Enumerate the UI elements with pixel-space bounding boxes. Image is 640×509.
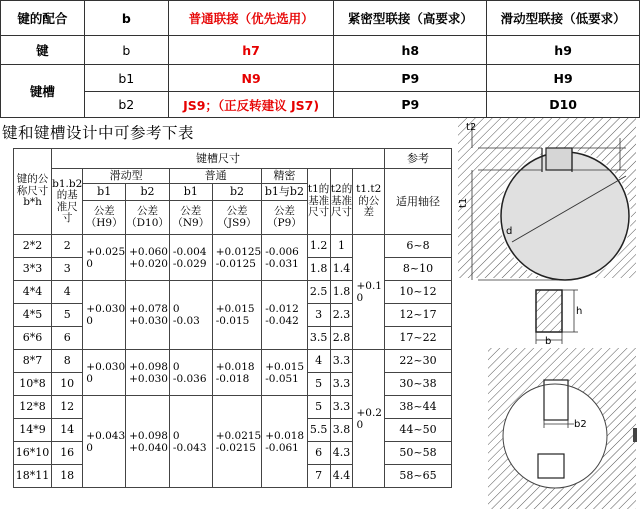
key-size-cell: 18*11: [14, 465, 52, 488]
t2-cell: 3.3: [330, 373, 353, 396]
key-normal: h7: [168, 36, 334, 65]
hdr-normal-type: 普通: [169, 169, 261, 184]
main-header-row-2: [14, 169, 452, 184]
t1-cell: 3: [307, 304, 330, 327]
b-base-cell: 5: [52, 304, 83, 327]
tol-n9-cell: 0 -0.036: [169, 350, 212, 396]
b2-tight: P9: [334, 92, 487, 118]
key-b: b: [84, 36, 168, 65]
tol-h9-cell: +0.043 0: [83, 396, 126, 488]
hdr-tol-p9: 公差（P9）: [262, 201, 307, 235]
b-base-cell: 16: [52, 442, 83, 465]
tol-h9-cell: +0.030 0: [83, 281, 126, 350]
shaft-hub-section-drawing: [458, 118, 636, 282]
shaft-cell: 58~65: [384, 465, 451, 488]
b-base-cell: 3: [52, 258, 83, 281]
fit-table: [0, 0, 640, 118]
tol-js9-cell: +0.018 -0.018: [212, 350, 262, 396]
key-size-cell: 4*4: [14, 281, 52, 304]
keyway-dimension-table: [13, 148, 452, 488]
b-base-cell: 2: [52, 235, 83, 258]
main-header-row-1: [14, 149, 452, 169]
shaft-cell: 17~22: [384, 327, 451, 350]
key-size-cell: 16*10: [14, 442, 52, 465]
tol-js9-cell: +0.015 -0.015: [212, 281, 262, 350]
hdr-sliding-type: 滑动型: [83, 169, 170, 184]
b1-label: b1: [84, 65, 168, 92]
t2-cell: 3.3: [330, 396, 353, 419]
key-in-hub: [546, 148, 572, 170]
t2-cell: 4.4: [330, 465, 353, 488]
key-size-cell: 6*6: [14, 327, 52, 350]
b2-normal: JS9；（正反转建议 JS7): [168, 92, 334, 118]
tol-h9-cell: +0.030 0: [83, 350, 126, 396]
t1-cell: 4: [307, 350, 330, 373]
table-row: [14, 235, 452, 258]
tol-t-cell: +0.1 0: [353, 235, 385, 350]
hdr-tight: 紧密型联接（高要求）: [334, 1, 487, 36]
table-row: [14, 396, 452, 419]
fit-row-b1: [1, 65, 640, 92]
shaft-cell: 8~10: [384, 258, 451, 281]
t2-cell: 2.8: [330, 327, 353, 350]
table-caption: 键和键槽设计中可参考下表: [2, 124, 195, 142]
label-d: d: [506, 226, 513, 237]
t1-cell: 6: [307, 442, 330, 465]
table-row: [14, 281, 452, 304]
tol-p9-cell: +0.015 -0.051: [262, 350, 307, 396]
hdr-tol-h9: 公差（H9）: [83, 201, 126, 235]
right-edge-marker: [633, 428, 637, 442]
hdr-t1-base: t1的基准尺寸: [307, 169, 330, 235]
hdr-sliding-b1: b1: [83, 184, 126, 201]
tol-d10-cell: +0.060 +0.020: [126, 235, 170, 281]
hdr-slot-size: 键槽尺寸: [52, 149, 385, 169]
tol-h9-cell: +0.025 0: [83, 235, 126, 281]
key-label: 键: [1, 36, 85, 65]
hdr-tol-n9: 公差（N9）: [169, 201, 212, 235]
table-row: [14, 350, 452, 373]
t1-cell: 2.5: [307, 281, 330, 304]
hdr-b1b2-base: b1.b2的基准尺寸: [52, 169, 83, 235]
tol-js9-cell: +0.0125 -0.0125: [212, 235, 262, 281]
hdr-precise-type: 精密: [262, 169, 307, 184]
tol-d10-cell: +0.098 +0.030: [126, 350, 170, 396]
b-base-cell: 18: [52, 465, 83, 488]
key-size-cell: 10*8: [14, 373, 52, 396]
tol-d10-cell: +0.078 +0.030: [126, 281, 170, 350]
tol-n9-cell: -0.004 -0.029: [169, 235, 212, 281]
t2-cell: 3.3: [330, 350, 353, 373]
key-size-cell: 14*9: [14, 419, 52, 442]
shaft-circle: [501, 152, 629, 280]
key-size-cell: 12*8: [14, 396, 52, 419]
b-base-cell: 10: [52, 373, 83, 396]
fit-table-header: [1, 1, 640, 36]
key-size-cell: 3*3: [14, 258, 52, 281]
t1-cell: 5.5: [307, 419, 330, 442]
tol-p9-cell: -0.012 -0.042: [262, 281, 307, 350]
t2-cell: 1.4: [330, 258, 353, 281]
b1-sliding: H9: [487, 65, 640, 92]
label-t2: t2: [466, 122, 477, 133]
key-size-cell: 8*7: [14, 350, 52, 373]
b-base-cell: 12: [52, 396, 83, 419]
fit-row-key: [1, 36, 640, 65]
label-t1: t1: [458, 197, 469, 208]
shaft-cell: 30~38: [384, 373, 451, 396]
hdr-ref: 参考: [384, 149, 451, 169]
b-base-cell: 8: [52, 350, 83, 373]
label-b2: b2: [574, 419, 587, 430]
t1-cell: 5: [307, 373, 330, 396]
hdr-t-tol: t1.t2的公差: [353, 169, 385, 235]
tol-d10-cell: +0.098 +0.040: [126, 396, 170, 488]
hdr-tol-d10: 公差（D10）: [126, 201, 170, 235]
hdr-key-size: 键的公称尺寸b*h: [14, 149, 52, 235]
b-base-cell: 6: [52, 327, 83, 350]
b1-tight: P9: [334, 65, 487, 92]
b1-normal: N9: [168, 65, 334, 92]
shaft-cell: 6~8: [384, 235, 451, 258]
shaft-cell: 10~12: [384, 281, 451, 304]
key-section: [536, 290, 562, 332]
t1-cell: 3.5: [307, 327, 330, 350]
tol-p9-cell: -0.006 -0.031: [262, 235, 307, 281]
t1-cell: 7: [307, 465, 330, 488]
b-base-cell: 4: [52, 281, 83, 304]
t1-cell: 1.2: [307, 235, 330, 258]
shaft-keyway-slot: [538, 454, 564, 478]
hdr-t2-base: t2的基准尺寸: [330, 169, 353, 235]
t1-cell: 5: [307, 396, 330, 419]
b-base-cell: 14: [52, 419, 83, 442]
hdr-key-fit: 键的配合: [1, 1, 85, 36]
key-cross-section-drawing: [536, 290, 582, 347]
shaft-cell: 12~17: [384, 304, 451, 327]
t2-cell: 2.3: [330, 304, 353, 327]
hdr-normal-b2: b2: [212, 184, 262, 201]
shaft-cell: 44~50: [384, 419, 451, 442]
key-size-cell: 2*2: [14, 235, 52, 258]
slot-label: 键槽: [1, 65, 85, 118]
hdr-normal: 普通联接（优先选用）: [168, 1, 334, 36]
key-sliding: h9: [487, 36, 640, 65]
hdr-sliding: 滑动型联接（低要求）: [487, 1, 640, 36]
hub-keyway-drawing: [488, 348, 636, 509]
key-size-cell: 4*5: [14, 304, 52, 327]
label-b: b: [545, 336, 552, 347]
hdr-b: b: [84, 1, 168, 36]
b2-label: b2: [84, 92, 168, 118]
keyway-drawings: [458, 118, 636, 509]
hdr-sliding-b2: b2: [126, 184, 170, 201]
shaft-cell: 38~44: [384, 396, 451, 419]
hdr-tol-js9: 公差（JS9）: [212, 201, 262, 235]
hdr-precise-b1b2: b1与b2: [262, 184, 307, 201]
shaft-cell: 50~58: [384, 442, 451, 465]
t2-cell: 4.3: [330, 442, 353, 465]
tol-t-cell: +0.2 0: [353, 350, 385, 488]
tol-n9-cell: 0 -0.03: [169, 281, 212, 350]
hdr-normal-b1: b1: [169, 184, 212, 201]
t2-cell: 1: [330, 235, 353, 258]
fit-row-b2: [1, 92, 640, 118]
tol-n9-cell: 0 -0.043: [169, 396, 212, 488]
label-h: h: [576, 306, 583, 317]
key-tight: h8: [334, 36, 487, 65]
tol-js9-cell: +0.0215 -0.0215: [212, 396, 262, 488]
b2-sliding: D10: [487, 92, 640, 118]
hdr-shaft-dia: 适用轴径: [384, 169, 451, 235]
t1-cell: 1.8: [307, 258, 330, 281]
tol-p9-cell: +0.018 -0.061: [262, 396, 307, 488]
shaft-cell: 22~30: [384, 350, 451, 373]
t2-cell: 3.8: [330, 419, 353, 442]
hub-keyway-slot: [544, 380, 568, 420]
t2-cell: 1.8: [330, 281, 353, 304]
